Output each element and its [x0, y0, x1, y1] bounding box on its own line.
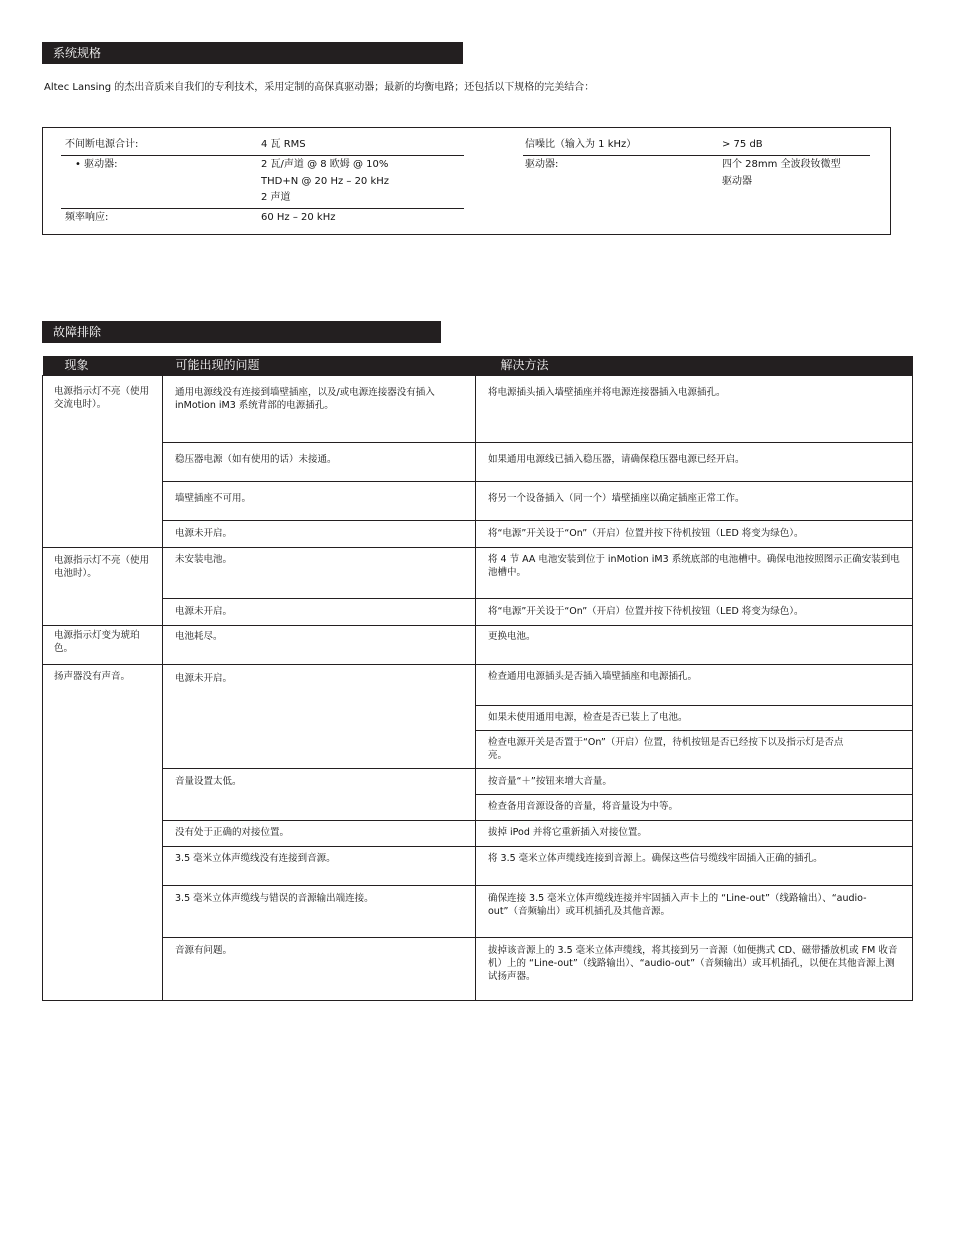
solution-cell: 检查备用音源设备的音量，将音量设为中等。	[476, 795, 913, 821]
solution-cell: 按音量“＋”按钮来增大音量。	[476, 769, 913, 795]
solution-cell: 如果未使用通用电源，检查是否已装上了电池。	[476, 706, 913, 731]
specs-section-title: 系统规格	[42, 42, 463, 64]
solution-cell: 将“电源”开关设于“On”（开启）位置并按下待机按钮（LED 将变为绿色）。	[476, 521, 913, 548]
solution-cell: 拔掉该音源上的 3.5 毫米立体声缆线，将其接到另一音源（如便携式 CD、磁带播放机或 FM 收音机）上的 “Line-out”（线路输出）、“audio-out”（音频输出）或耳机插孔，以便在其他音源上测试扬声器。	[476, 938, 913, 1001]
problem-cell: 电源未开启。	[163, 521, 476, 548]
problem-cell: 墙壁插座不可用。	[163, 482, 476, 521]
symptom-cell: 电源指示灯不亮（使用电池时）。	[43, 548, 163, 626]
solution-cell: 更换电池。	[476, 626, 913, 665]
solution-cell: 将“电源”开关设于“On”（开启）位置并按下待机按钮（LED 将变为绿色）。	[476, 599, 913, 626]
solution-cell: 将 3.5 毫米立体声缆线连接到音源上。确保这些信号缆线牢固插入正确的插孔。	[476, 847, 913, 886]
spec-label: 频率响应:	[65, 212, 109, 223]
spec-divider	[61, 155, 464, 156]
specs-intro: Altec Lansing 的杰出音质来自我们的专利技术，采用定制的高保真驱动器；最新的均衡电路；还包括以下规格的完美结合：	[44, 82, 595, 93]
problem-cell: 3.5 毫米立体声缆线没有连接到音源。	[163, 847, 476, 886]
spec-value: 4 瓦 RMS	[261, 139, 306, 150]
spec-value: 2 声道	[261, 192, 291, 203]
solution-cell: 确保连接 3.5 毫米立体声缆线连接并牢固插入声卡上的 “Line-out”（线路输出）、“audio-out”（音频输出）或耳机插孔及其他音源。	[476, 886, 913, 938]
spec-value: > 75 dB	[722, 139, 763, 150]
problem-cell: 电池耗尽。	[163, 626, 476, 665]
solution-cell: 将 4 节 AA 电池安装到位于 inMotion iM3 系统底部的电池槽中。确保电池按照图示正确安装到电池槽中。	[476, 548, 913, 599]
spec-divider	[61, 208, 464, 209]
troubleshooting-table	[42, 356, 913, 1001]
problem-cell: 电源未开启。	[163, 599, 476, 626]
solution-cell: 拔掉 iPod 并将它重新插入对接位置。	[476, 821, 913, 847]
problem-cell: 通用电源线没有连接到墙壁插座，以及/或电源连接器没有插入 inMotion iM3 系统背部的电源插孔。	[163, 376, 476, 443]
spec-value: 四个 28mm 全波段钕微型	[722, 159, 841, 170]
spec-label: • 驱动器:	[75, 159, 118, 170]
spec-label: 不间断电源合计:	[65, 139, 139, 150]
solution-cell: 检查通用电源插头是否插入墙壁插座和电源插孔。	[476, 665, 913, 706]
symptom-cell: 电源指示灯不亮（使用交流电时）。	[43, 376, 163, 548]
troubleshooting-section-title: 故障排除	[42, 321, 441, 343]
spec-value: 60 Hz – 20 kHz	[261, 212, 336, 223]
spec-value: THD+N @ 20 Hz – 20 kHz	[261, 175, 390, 187]
solution-cell: 将电源插头插入墙壁插座并将电源连接器插入电源插孔。	[476, 376, 913, 443]
symptom-cell: 电源指示灯变为琥珀色。	[43, 626, 163, 665]
solution-cell: 将另一个设备插入（同一个）墙壁插座以确定插座正常工作。	[476, 482, 913, 521]
problem-cell: 3.5 毫米立体声缆线与错误的音源输出端连接。	[163, 886, 476, 938]
specs-box	[42, 127, 891, 235]
problem-cell: 没有处于正确的对接位置。	[163, 821, 476, 847]
problem-cell: 音量设置太低。	[163, 769, 476, 821]
problem-cell: 音源有问题。	[163, 938, 476, 1001]
symptom-cell: 扬声器没有声音。	[43, 665, 163, 1001]
solution-cell: 检查电源开关是否置于“On”（开启）位置，待机按钮是否已经按下以及指示灯是否点亮。	[476, 731, 913, 769]
spec-divider	[523, 155, 870, 156]
spec-label: 驱动器:	[525, 159, 559, 170]
problem-cell: 未安装电池。	[163, 548, 476, 599]
solution-cell: 如果通用电源线已插入稳压器，请确保稳压器电源已经开启。	[476, 443, 913, 482]
header-symptom: 现象	[43, 356, 163, 376]
spec-label: 信噪比（输入为 1 kHz）	[525, 139, 637, 150]
header-problem: 可能出现的问题	[163, 356, 476, 376]
spec-value: 2 瓦/声道 @ 8 欧姆 @ 10%	[261, 159, 389, 170]
problem-cell: 电源未开启。	[163, 665, 476, 769]
header-solution: 解决方法	[476, 356, 913, 376]
problem-cell: 稳压器电源（如有使用的话）未接通。	[163, 443, 476, 482]
spec-value: 驱动器	[722, 175, 752, 187]
